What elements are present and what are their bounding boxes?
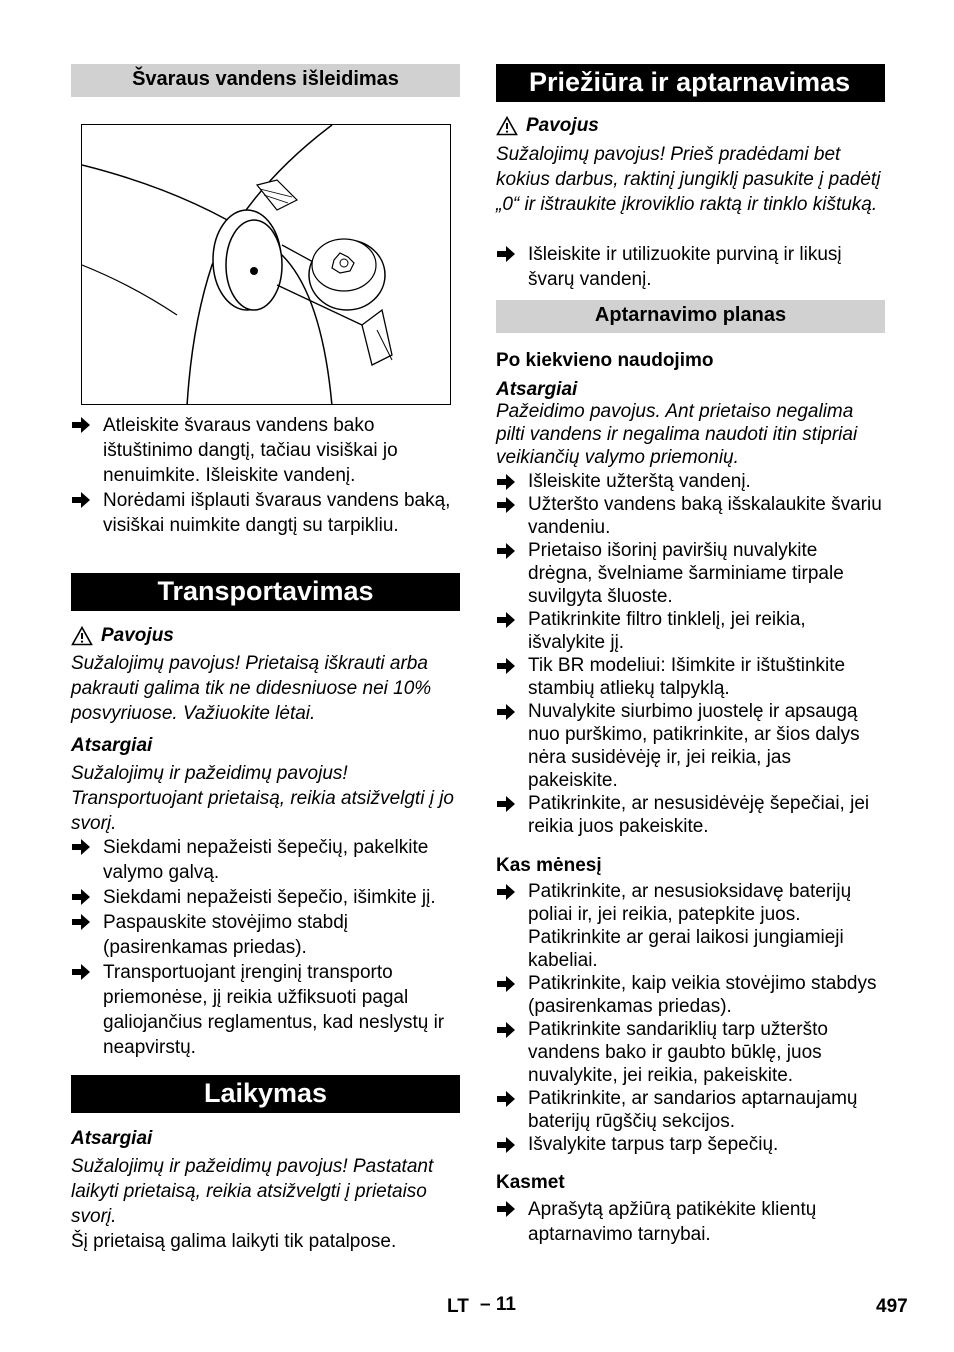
- transport-steps-list: [71, 835, 460, 1060]
- transport-danger-heading: Pavojus: [71, 623, 460, 648]
- arrow-right-icon: [71, 888, 91, 906]
- care-danger-heading: Pavojus: [496, 113, 885, 138]
- drain-cap-illustration: [81, 124, 451, 405]
- list-item: Patikrinkite filtro tinklelį, jei reikia, išvalykite jį.: [496, 608, 885, 654]
- list-item: Išleiskite ir utilizuokite purviną ir likusį švarų vandenį.: [496, 242, 885, 292]
- transport-danger-text: Sužalojimų pavojus! Prietaisą iškrauti arba pakrauti galima tik ne didesniuose nei 10% posvyriuose. Važiuokite lėtai.: [71, 653, 432, 724]
- after-use-caution-text: Pažeidimo pavojus. Ant prietaiso negalima pilti vandens ir negalima naudoti itin stipriai veikiančių valymo priemonių.: [496, 401, 858, 468]
- list-item: Patikrinkite, ar nesusidėvėję šepečiai, jei reikia juos pakeiskite.: [496, 792, 885, 838]
- transport-caution-text: Sužalojimų ir pažeidimų pavojus! Transportuojant prietaisą, reikia atsižvelgti į jo svorį.: [71, 763, 454, 834]
- list-item: Patikrinkite sandariklių tarp užteršto vandens bako ir gaubto būklę, juos nuvalykite, jei reikia, pakeiskite.: [496, 1018, 885, 1087]
- after-use-heading: Po kiekvieno naudojimo: [496, 350, 714, 371]
- list-item: Užteršto vandens baką išskalaukite švariu vandeniu.: [496, 493, 885, 539]
- list-item: Nuvalykite siurbimo juostelę ir apsaugą nuo purškimo, patikrinkite, ar šios dalys nėra susidėvėję ir, jei reikia, jas pakeiskite.: [496, 700, 885, 792]
- list-item: Transportuojant įrenginį transporto priemonėse, jį reikia užfiksuoti pagal galiojančius reglamentus, kad neslystų ir neapvirstų.: [71, 960, 460, 1060]
- list-item: Patikrinkite, kaip veikia stovėjimo stabdys (pasirenkamas priedas).: [496, 972, 885, 1018]
- arrow-right-icon: [496, 657, 516, 675]
- after-use-steps-list: [496, 470, 885, 838]
- storage-caution-heading: Atsargiai: [71, 1128, 153, 1149]
- arrow-right-icon: [496, 1021, 516, 1039]
- footer-language: LT: [447, 1296, 469, 1317]
- footer-page-number: 497: [876, 1296, 908, 1317]
- arrow-right-icon: [71, 838, 91, 856]
- section-title-transport: Transportavimas: [71, 573, 460, 611]
- section-title-storage: Laikymas: [71, 1075, 460, 1113]
- list-item: Patikrinkite, ar sandarios aptarnaujamų baterijų rūgščių sekcijos.: [496, 1087, 885, 1133]
- list-item: Išvalykite tarpus tarp šepečių.: [496, 1133, 885, 1156]
- section-title-care: Priežiūra ir aptarnavimas: [496, 64, 885, 102]
- monthly-heading: Kas mėnesį: [496, 855, 602, 876]
- list-item: Patikrinkite, ar nesusioksidavę baterijų poliai ir, jei reikia, patepkite juos. Patikrinkite ar gerai laikosi jungiamieji kabeliai.: [496, 880, 885, 972]
- arrow-right-icon: [496, 542, 516, 560]
- list-item: Išleiskite užterštą vandenį.: [496, 470, 885, 493]
- drain-cap-drawing: [82, 125, 451, 405]
- arrow-right-icon: [71, 963, 91, 981]
- list-item: Paspauskite stovėjimo stabdį (pasirenkamas priedas).: [71, 910, 460, 960]
- after-use-caution-heading: Atsargiai: [496, 379, 578, 400]
- list-item: Prietaiso išorinį paviršių nuvalykite drėgna, švelniame šarminiame tirpale suvilgyta šluoste.: [496, 539, 885, 608]
- drain-steps-list: [71, 413, 460, 538]
- storage-note: Šį prietaisą galima laikyti tik patalpose.: [71, 1231, 397, 1252]
- monthly-steps-list: [496, 880, 885, 1156]
- arrow-right-icon: [71, 416, 91, 434]
- arrow-right-icon: [496, 1136, 516, 1154]
- transport-caution-heading: Atsargiai: [71, 735, 153, 756]
- list-item: Siekdami nepažeisti šepečio, išimkite jį.: [71, 885, 460, 910]
- arrow-right-icon: [496, 496, 516, 514]
- arrow-right-icon: [496, 883, 516, 901]
- section-title-drain: Švaraus vandens išleidimas: [71, 64, 460, 97]
- arrow-right-icon: [496, 703, 516, 721]
- arrow-right-icon: [496, 473, 516, 491]
- list-item: Atleiskite švaraus vandens bako ištuštinimo dangtį, tačiau visiškai jo nenuimkite. Išleiskite vandenį.: [71, 413, 460, 488]
- arrow-right-icon: [496, 611, 516, 629]
- arrow-right-icon: [71, 491, 91, 509]
- care-danger-text: Sužalojimų pavojus! Prieš pradėdami bet kokius darbus, raktinį jungiklį pasukite į padėtį „0“ ir ištraukite įkroviklio raktą ir tinklo kištuką.: [496, 144, 881, 215]
- yearly-heading: Kasmet: [496, 1172, 565, 1193]
- yearly-steps-list: [496, 1197, 885, 1247]
- arrow-right-icon: [496, 1090, 516, 1108]
- storage-caution-text: Sužalojimų ir pažeidimų pavojus! Pastatant laikyti prietaisą, reikia atsižvelgti į prietaiso svorį.: [71, 1156, 434, 1227]
- warning-triangle-icon: [71, 626, 93, 646]
- care-steps-list: [496, 242, 885, 292]
- list-item: Norėdami išplauti švaraus vandens baką, visiškai nuimkite dangtį su tarpikliu.: [71, 488, 460, 538]
- list-item: Siekdami nepažeisti šepečių, pakelkite valymo galvą.: [71, 835, 460, 885]
- arrow-right-icon: [496, 245, 516, 263]
- arrow-right-icon: [496, 795, 516, 813]
- footer-section-page: – 11: [480, 1294, 516, 1315]
- arrow-right-icon: [496, 975, 516, 993]
- arrow-right-icon: [496, 1200, 516, 1218]
- list-item: Tik BR modeliui: Išimkite ir ištuštinkite stambių atliekų talpyklą.: [496, 654, 885, 700]
- list-item: Aprašytą apžiūrą patikėkite klientų aptarnavimo tarnybai.: [496, 1197, 885, 1247]
- warning-triangle-icon: [496, 116, 518, 136]
- arrow-right-icon: [71, 913, 91, 931]
- section-title-plan: Aptarnavimo planas: [496, 300, 885, 333]
